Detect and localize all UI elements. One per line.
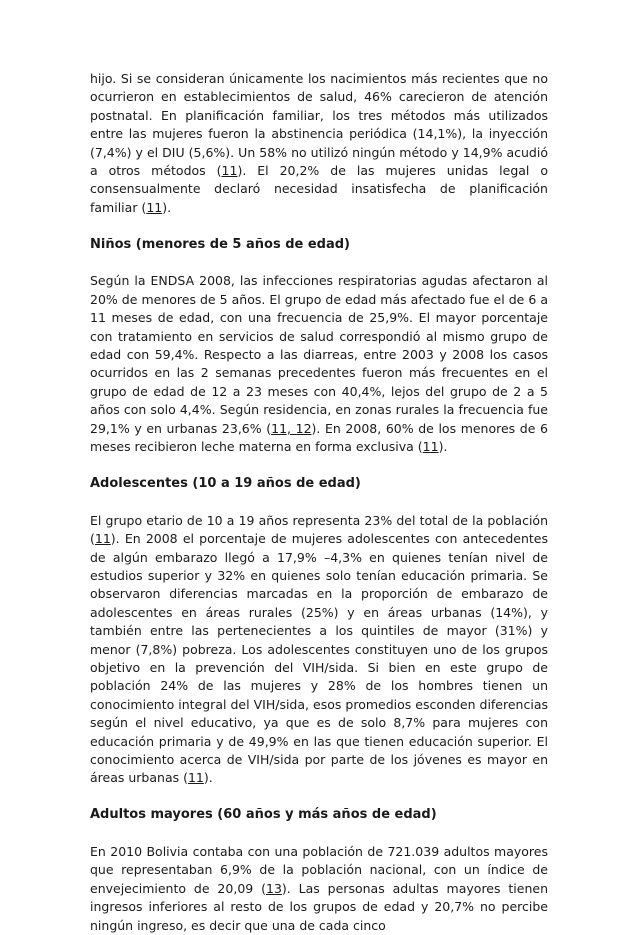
section-heading-adolescentes: Adolescentes (10 a 19 años de edad) xyxy=(90,475,361,491)
citation-link[interactable]: 13 xyxy=(266,880,282,896)
citation-link[interactable]: 11 xyxy=(422,439,439,455)
citation-link[interactable]: 11 xyxy=(94,531,111,547)
section-heading-adultos: Adultos mayores (60 años y más años de edad) xyxy=(90,807,437,823)
section-heading-ninos: Niños (menores de 5 años de edad) xyxy=(90,236,350,252)
ninos-paragraph: Según la ENDSA 2008, las infecciones respiratorias agudas afectaron al 20% de menores de 5 años. El grupo de edad más afectado fue el de 6 a 11 meses de edad, con una frecuencia de 25,9%. El mayor porcentaje con tratamiento en servicios de salud correspondió al mismo grupo de edad con 59,4%. Respecto a las diarreas, entre 2003 y 2008 los casos ocurridos en las 2 semanas precedentes fueron más frecuentes en el grupo de edad de 12 a 23 meses con 40,4%, lejos del grupo de 2 a 5 años con solo 4,4%. Según residencia, en zonas rurales la frecuencia fue 29,1% y en urbanas 23,6% (11, 12). En 2008, 60% de los menores de 6 meses recibieron leche materna en forma exclusiva (11). xyxy=(90,273,548,455)
adultos-paragraph: En 2010 Bolivia contaba con una población de 721.039 adultos mayores que representaban 6,9% de la población nacional, con un índice de envejecimiento de 20,09 (13). Las personas adultas mayores tienen ingresos inferiores al resto de los grupos de edad y 20,7% no percibe ningún ingreso, es decir que una de cada cinco xyxy=(90,843,548,933)
citation-link[interactable]: 11 xyxy=(187,770,204,786)
citation-link[interactable]: 11, 12 xyxy=(271,420,312,436)
citation-link[interactable]: 11 xyxy=(221,163,238,179)
intro-paragraph: hijo. Si se consideran únicamente los nacimientos más recientes que no ocurrieron en establecimientos de salud, 46% carecieron de atención postnatal. En planificación familiar, los tres métodos más utilizados entre las mujeres fueron la abstinencia periódica (14,1%), la inyección (7,4%) y el DIU (5,6%). Un 58% no utilizó ningún método y 14,9% acudió a otros métodos (11). El 20,2% de las mujeres unidas legal o consensualmente declaró necesidad insatisfecha de planificación familiar (11). xyxy=(90,71,549,215)
citation-link[interactable]: 11 xyxy=(146,199,163,215)
adolescentes-paragraph: El grupo etario de 10 a 19 años representa 23% del total de la población (11). En 2008 el porcentaje de mujeres adolescentes con antecedentes de algún embarazo llegó a 17,9% –4,3% en quienes tenían nivel de estudios superior y 32% en quienes solo tenían educación primaria. Se observaron diferencias marcadas en la proporción de embarazo de adolescentes en áreas rurales (25%) y en áreas urbanas (14%), y también entre las pertenecientes a los quintiles de mayor (31%) y menor (7,8%) pobreza. Los adolescentes constituyen uno de los grupos objetivo en la prevención del VIH/sida. Si bien en este grupo de población 24% de las mujeres y 28% de los hombres tienen un conocimiento integral del VIH/sida, esos promedios esconden diferencias según el nivel educativo, ya que es de solo 8,7% para mujeres con educación primaria y de 49,9% en las que tienen educación superior. El conocimiento acerca de VIH/sida por parte de los jóvenes es mayor en áreas urbanas (11). xyxy=(90,512,548,786)
